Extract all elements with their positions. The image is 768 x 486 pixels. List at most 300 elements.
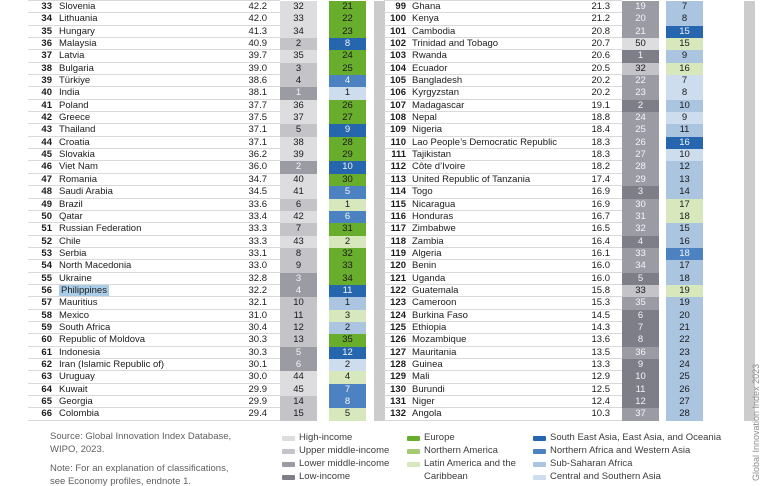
rank-cell: 108 (390, 112, 406, 124)
table-row (28, 285, 388, 297)
rank-cell: 125 (390, 321, 406, 333)
score-cell: 38.1 (248, 87, 267, 99)
table-row (28, 149, 388, 161)
ranking-table-left (28, 1, 388, 421)
country-cell (59, 371, 224, 383)
legend-label: South East Asia, East Asia, and Oceania (550, 432, 722, 443)
region-rank-cell: 10 (329, 161, 366, 173)
rank-cell: 49 (41, 198, 52, 210)
table-row (384, 112, 768, 124)
score-cell: 34.5 (248, 186, 267, 198)
rank-cell: 64 (41, 383, 52, 395)
score-cell: 16.5 (591, 223, 610, 235)
score-cell: 18.3 (591, 149, 610, 161)
legend-color-swatch (282, 462, 295, 467)
income-group-rank-cell: 37 (280, 112, 317, 124)
region-rank-cell: 16 (666, 63, 703, 75)
region-rank-cell: 13 (666, 174, 703, 186)
region-rank-cell: 11 (666, 124, 703, 136)
row-tick (744, 75, 755, 87)
row-tick (744, 297, 755, 309)
table-row (28, 100, 388, 112)
country-name: Malaysia (59, 38, 97, 50)
score-cell: 10.3 (591, 408, 610, 420)
rank-cell: 44 (41, 136, 52, 148)
country-name: Bulgaria (59, 62, 94, 74)
score-cell: 39.7 (248, 50, 267, 62)
score-cell: 20.6 (591, 50, 610, 62)
country-cell (59, 186, 224, 198)
rank-cell: 56 (41, 284, 52, 296)
region-rank-cell: 25 (329, 63, 366, 75)
region-rank-cell: 15 (666, 223, 703, 235)
note-line: see Economy profiles, endnote 1. (50, 476, 192, 486)
row-tick (744, 112, 755, 124)
country-name: Angola (412, 408, 442, 420)
country-name: Greece (59, 112, 91, 124)
row-tick (744, 124, 755, 136)
table-row (384, 396, 768, 408)
region-rank-cell: 17 (666, 260, 703, 272)
income-group-rank-cell: 10 (622, 371, 659, 383)
score-cell: 31.0 (248, 309, 267, 321)
country-name: Slovenia (59, 1, 96, 12)
region-rank-cell: 1 (329, 297, 366, 309)
score-cell: 32.2 (248, 284, 267, 296)
score-cell: 12.9 (591, 371, 610, 383)
score-cell: 30.0 (248, 371, 267, 383)
table-row (28, 310, 388, 322)
score-cell: 38.6 (248, 75, 267, 87)
country-name: Togo (412, 186, 433, 198)
score-cell: 33.4 (248, 210, 267, 222)
table-row (384, 285, 768, 297)
score-cell: 32.1 (248, 297, 267, 309)
income-group-rank-cell: 10 (280, 297, 317, 309)
income-group-rank-cell: 2 (280, 38, 317, 50)
country-cell (59, 297, 224, 309)
score-cell: 13.6 (591, 334, 610, 346)
row-tick (744, 273, 755, 285)
country-name: India (59, 87, 80, 99)
rank-cell: 126 (390, 334, 406, 346)
country-name: Côte d’Ivoire (412, 161, 466, 173)
table-row (384, 124, 768, 136)
country-name: Thailand (59, 124, 96, 136)
table-row (28, 322, 388, 334)
legend-color-swatch (407, 449, 420, 454)
row-tick (744, 38, 755, 50)
row-tick (744, 13, 755, 25)
report-side-label: Global Innovation Index 2023 (751, 363, 761, 481)
country-name: Algeria (412, 247, 442, 259)
country-cell (59, 236, 224, 248)
table-row (384, 100, 768, 112)
region-rank-cell: 15 (666, 26, 703, 38)
region-rank-cell: 18 (666, 248, 703, 260)
income-group-rank-cell: 21 (622, 26, 659, 38)
country-name: Lithuania (59, 13, 98, 25)
score-cell: 13.3 (591, 358, 610, 370)
region-rank-cell: 24 (329, 50, 366, 62)
rank-cell: 114 (390, 186, 406, 198)
table-row (28, 371, 388, 383)
legend-item (407, 431, 516, 444)
rank-cell: 112 (390, 161, 406, 173)
rank-cell: 34 (41, 13, 52, 25)
country-name: Mauritania (412, 346, 457, 358)
rank-cell: 131 (390, 396, 406, 407)
table-row (384, 63, 768, 75)
country-name: Burundi (412, 383, 445, 395)
rank-cell: 124 (390, 309, 406, 321)
rank-cell: 58 (41, 309, 52, 321)
legend-label: High-income (299, 432, 353, 443)
income-group-rank-cell: 13 (280, 334, 317, 346)
table-row (384, 149, 768, 161)
score-cell: 42.2 (248, 1, 267, 12)
income-group-rank-cell: 9 (280, 260, 317, 272)
table-row (28, 384, 388, 396)
country-name: Ghana (412, 1, 441, 12)
source-note (50, 430, 285, 456)
legend-income-groups (282, 431, 414, 483)
rank-cell: 118 (390, 235, 406, 247)
income-group-rank-cell: 39 (280, 149, 317, 161)
legend-label: Central and Southern Asia (550, 471, 661, 482)
region-rank-cell: 31 (329, 223, 366, 235)
region-rank-cell: 12 (666, 161, 703, 173)
income-group-rank-cell: 41 (280, 186, 317, 198)
region-rank-cell: 3 (329, 310, 366, 322)
income-group-rank-cell: 6 (622, 310, 659, 322)
income-group-rank-cell: 7 (280, 223, 317, 235)
rank-cell: 60 (41, 334, 52, 346)
table-row (28, 223, 388, 235)
table-row (28, 38, 388, 50)
table-row (28, 112, 388, 124)
country-name: Ethiopia (412, 321, 447, 333)
region-rank-cell: 30 (329, 174, 366, 186)
region-rank-cell: 23 (329, 26, 366, 38)
income-group-rank-cell: 34 (280, 26, 317, 38)
legend-item (407, 444, 516, 457)
legend-label: Lower middle-income (299, 458, 390, 469)
region-rank-cell: 9 (666, 50, 703, 62)
region-rank-cell: 22 (666, 334, 703, 346)
country-name: Chile (59, 235, 81, 247)
rank-cell: 100 (390, 13, 406, 25)
region-rank-cell: 8 (666, 87, 703, 99)
rank-cell: 48 (41, 186, 52, 198)
country-name: Nepal (412, 112, 437, 124)
country-cell (59, 38, 224, 50)
country-name: Poland (59, 99, 89, 111)
row-tick (744, 347, 755, 359)
table-row (384, 384, 768, 396)
table-row (28, 297, 388, 309)
country-name: Uruguay (59, 371, 95, 383)
country-name: Hungary (59, 25, 95, 37)
country-name: Kenya (412, 13, 439, 25)
country-cell (59, 112, 224, 124)
row-tick (744, 161, 755, 173)
income-group-rank-cell: 1 (280, 87, 317, 99)
country-name: Ukraine (59, 272, 92, 284)
region-rank-cell: 10 (666, 100, 703, 112)
country-cell (59, 396, 224, 408)
source-line: WIPO, 2023. (50, 444, 105, 455)
score-cell: 33.6 (248, 198, 267, 210)
table-row (28, 174, 388, 186)
score-cell: 21.2 (591, 13, 610, 25)
country-name: North Macedonia (59, 260, 132, 272)
score-cell: 13.5 (591, 346, 610, 358)
row-tick (744, 334, 755, 346)
legend-label: Northern America (424, 445, 498, 456)
country-name: Madagascar (412, 99, 465, 111)
income-group-rank-cell: 5 (280, 124, 317, 136)
region-rank-cell: 21 (666, 322, 703, 334)
region-rank-cell: 19 (666, 297, 703, 309)
legend-regions-americas-europe (407, 431, 516, 483)
rank-cell: 41 (41, 99, 52, 111)
income-group-rank-cell: 19 (622, 1, 659, 13)
country-cell (59, 223, 224, 235)
score-cell: 33.3 (248, 223, 267, 235)
income-group-rank-cell: 14 (280, 396, 317, 408)
table-row (384, 1, 768, 13)
country-name: Trinidad and Tobago (412, 38, 499, 50)
region-rank-cell: 6 (329, 211, 366, 223)
rank-cell: 105 (390, 75, 406, 87)
rank-cell: 102 (390, 38, 406, 50)
score-cell: 16.9 (591, 198, 610, 210)
income-group-rank-cell: 5 (280, 347, 317, 359)
rank-cell: 39 (41, 75, 52, 87)
region-rank-cell: 34 (329, 273, 366, 285)
country-name: Mexico (59, 309, 90, 321)
income-group-rank-cell: 36 (280, 100, 317, 112)
income-group-rank-cell: 33 (622, 285, 659, 297)
rank-cell: 117 (390, 223, 406, 235)
score-cell: 12.5 (591, 383, 610, 395)
table-row (28, 347, 388, 359)
score-cell: 14.3 (591, 321, 610, 333)
score-cell: 42.0 (248, 13, 267, 25)
income-group-rank-cell: 8 (280, 248, 317, 260)
country-name: Romania (59, 173, 98, 185)
rank-cell: 46 (41, 161, 52, 173)
region-rank-cell: 8 (329, 38, 366, 50)
country-name: Croatia (59, 136, 90, 148)
table-row (28, 260, 388, 272)
rank-cell: 106 (390, 87, 406, 99)
legend-item (282, 470, 414, 483)
score-cell: 20.2 (591, 75, 610, 87)
country-name: Burkina Faso (412, 309, 468, 321)
score-cell: 18.8 (591, 112, 610, 124)
country-cell (59, 63, 224, 75)
income-group-rank-cell: 36 (622, 347, 659, 359)
legend-item (533, 470, 765, 483)
rank-cell: 47 (41, 173, 52, 185)
region-rank-cell: 26 (666, 384, 703, 396)
country-name: Russian Federation (59, 223, 142, 235)
score-cell: 36.0 (248, 161, 267, 173)
row-tick (744, 149, 755, 161)
classification-note (50, 462, 285, 486)
income-group-rank-cell: 3 (280, 273, 317, 285)
table-row (28, 199, 388, 211)
country-name: Bangladesh (412, 75, 463, 87)
rank-cell: 43 (41, 124, 52, 136)
legend-item (282, 444, 414, 457)
score-cell: 18.2 (591, 161, 610, 173)
row-tick (744, 236, 755, 248)
region-rank-cell: 18 (666, 273, 703, 285)
country-cell (59, 199, 224, 211)
legend-item (407, 457, 516, 483)
table-row (384, 334, 768, 346)
legend-item (533, 444, 765, 457)
table-row (28, 1, 388, 13)
region-rank-cell: 27 (329, 112, 366, 124)
region-rank-cell: 24 (666, 359, 703, 371)
table-row (384, 211, 768, 223)
score-cell: 18.3 (591, 136, 610, 148)
region-rank-cell: 23 (666, 347, 703, 359)
table-row (384, 26, 768, 38)
legend-regions-asia-africa (533, 431, 765, 483)
country-name: Guinea (412, 358, 443, 370)
region-rank-cell: 28 (666, 408, 703, 420)
income-group-rank-cell: 11 (622, 384, 659, 396)
rank-cell: 62 (41, 358, 52, 370)
table-row (28, 161, 388, 173)
region-rank-cell: 33 (329, 260, 366, 272)
rank-cell: 37 (41, 50, 52, 62)
row-tick (744, 260, 755, 272)
row-tick (744, 50, 755, 62)
region-rank-cell: 8 (329, 396, 366, 408)
table-row (384, 223, 768, 235)
country-name: Qatar (59, 210, 83, 222)
score-cell: 19.1 (591, 99, 610, 111)
legend-color-swatch (282, 449, 295, 454)
score-cell: 20.5 (591, 62, 610, 74)
region-rank-cell: 20 (666, 310, 703, 322)
legend-color-swatch (282, 475, 295, 480)
table-row (384, 75, 768, 87)
country-name: Slovakia (59, 149, 95, 161)
income-group-rank-cell: 22 (622, 75, 659, 87)
score-cell: 16.9 (591, 186, 610, 198)
income-group-rank-cell: 32 (622, 63, 659, 75)
table-row (384, 186, 768, 198)
country-name: Tajikistan (412, 149, 452, 161)
table-row (28, 87, 388, 99)
income-group-rank-cell: 2 (280, 161, 317, 173)
country-name: Kuwait (59, 383, 88, 395)
score-cell: 30.3 (248, 346, 267, 358)
table-row (384, 38, 768, 50)
country-cell (59, 13, 224, 25)
country-name: Mozambique (412, 334, 467, 346)
table-row (384, 371, 768, 383)
score-cell: 33.1 (248, 247, 267, 259)
table-row (28, 137, 388, 149)
region-rank-cell: 29 (329, 149, 366, 161)
income-group-rank-cell: 12 (280, 322, 317, 334)
income-group-rank-cell: 20 (622, 13, 659, 25)
legend-item (282, 431, 414, 444)
income-group-rank-cell: 50 (622, 38, 659, 50)
rank-cell: 36 (41, 38, 52, 50)
score-cell: 32.8 (248, 272, 267, 284)
country-cell (59, 161, 224, 173)
region-rank-cell: 26 (329, 100, 366, 112)
rank-cell: 50 (41, 210, 52, 222)
region-rank-cell: 1 (329, 199, 366, 211)
rank-cell: 57 (41, 297, 52, 309)
rank-cell: 127 (390, 346, 406, 358)
country-cell (59, 408, 224, 420)
score-cell: 34.7 (248, 173, 267, 185)
source-line: Source: Global Innovation Index Database, (50, 431, 232, 442)
country-name: Georgia (59, 396, 93, 407)
income-group-rank-cell: 12 (622, 396, 659, 408)
score-cell: 30.3 (248, 334, 267, 346)
country-name: Rwanda (412, 50, 447, 62)
rank-cell: 65 (41, 396, 52, 407)
income-group-rank-cell: 25 (622, 124, 659, 136)
legend-color-swatch (533, 462, 546, 467)
income-group-rank-cell: 11 (280, 310, 317, 322)
table-row (28, 63, 388, 75)
note-line: Note: For an explanation of classifications, (50, 463, 229, 474)
country-cell (59, 26, 224, 38)
score-cell: 30.4 (248, 321, 267, 333)
country-cell (59, 384, 224, 396)
region-rank-cell: 4 (329, 371, 366, 383)
country-cell (59, 334, 224, 346)
rank-cell: 120 (390, 260, 406, 272)
income-group-rank-cell: 29 (622, 174, 659, 186)
score-cell: 15.3 (591, 297, 610, 309)
legend-item (533, 431, 765, 444)
row-tick (744, 1, 755, 13)
country-name: Kyrgyzstan (412, 87, 459, 99)
table-row (384, 322, 768, 334)
region-rank-cell: 28 (329, 137, 366, 149)
legend-label: Northern Africa and Western Asia (550, 445, 691, 456)
income-group-rank-cell: 4 (622, 236, 659, 248)
country-name: Ecuador (412, 62, 448, 74)
table-row (384, 273, 768, 285)
country-name: Türkiye (59, 75, 91, 87)
region-rank-cell: 10 (666, 149, 703, 161)
region-rank-cell: 4 (329, 75, 366, 87)
country-name: Iran (Islamic Republic of) (59, 358, 165, 370)
country-name: Saudi Arabia (59, 186, 113, 198)
country-name: South Africa (59, 321, 111, 333)
table-row (28, 248, 388, 260)
income-group-rank-cell: 6 (280, 359, 317, 371)
table-row (28, 26, 388, 38)
region-rank-cell: 16 (666, 236, 703, 248)
income-group-rank-cell: 8 (622, 334, 659, 346)
